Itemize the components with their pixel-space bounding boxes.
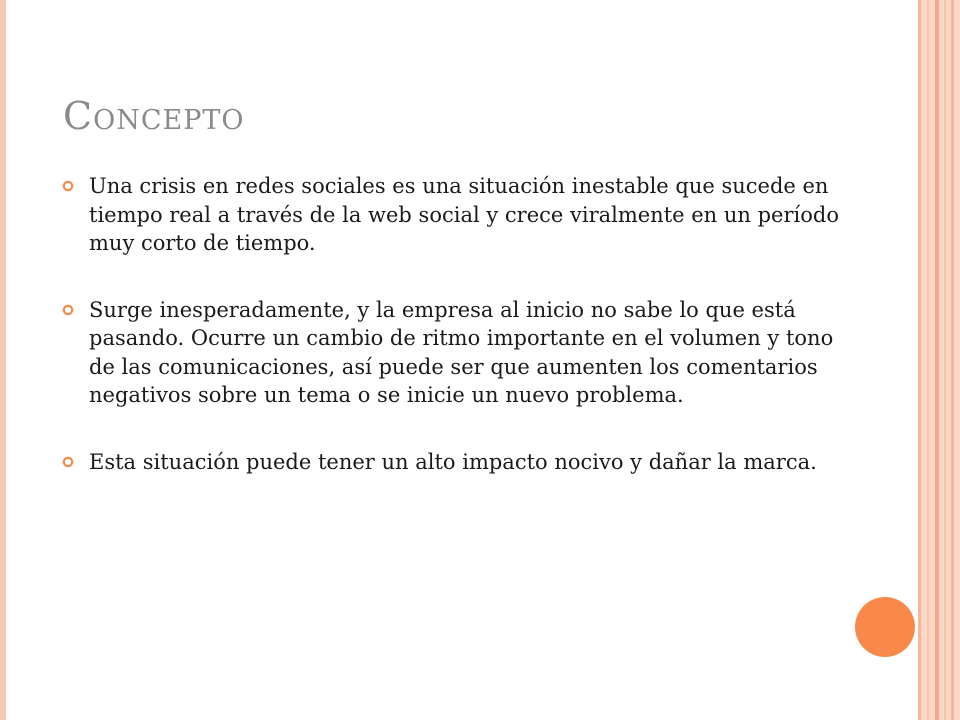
stripe [944,0,946,720]
bullet-item [62,448,842,477]
bullet-text: Una crisis en redes sociales es una situación inestable que sucede en tiempo real a través de la web social y crece viralmente en un período muy corto de tiempo. [89,174,839,255]
bullet-text: Surge inesperadamente, y la empresa al inicio no sabe lo que está pasando. Ocurre un cambio de ritmo importante en el volumen y tono de las comunicaciones, así puede ser que aumenten los comentarios negativos sobre un tema o se inicie un nuevo problema. [89,297,834,407]
orange-circle-decoration [855,597,915,657]
stripe [951,0,954,720]
right-stripes-decoration [918,0,960,720]
bullet-item [62,296,842,410]
bullet-item [62,172,842,258]
stripe [918,0,921,720]
bullet-ring-icon [62,304,74,316]
stripe [927,0,929,720]
slide-title: Concepto [63,94,245,138]
left-border-decoration [0,0,6,720]
stripe [935,0,939,720]
bullet-ring-icon [62,180,74,192]
bullet-ring-icon [62,456,74,468]
bullet-list [62,172,842,514]
bullet-text: Esta situación puede tener un alto impacto nocivo y dañar la marca. [89,449,817,474]
